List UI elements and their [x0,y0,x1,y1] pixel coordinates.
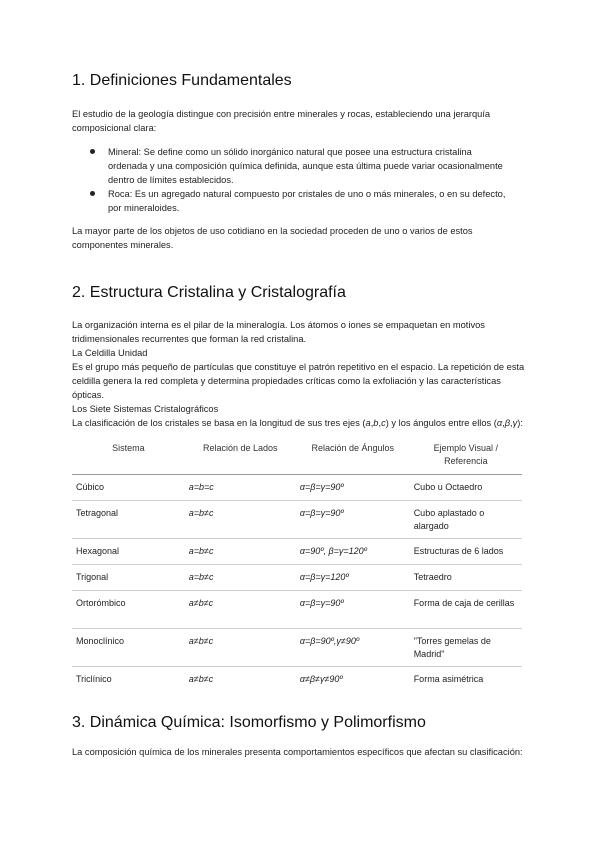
table-cell: Monoclínico [72,629,185,667]
table-cell: α=β=γ=120º [296,565,410,591]
table-header-cell: Sistema [112,443,145,453]
table-cell: Tetragonal [72,501,185,539]
table-cell: a=b≠c [185,501,296,539]
table-cell: "Torres gemelas de Madrid" [410,629,522,667]
crystal-systems-table [72,440,522,693]
table-cell: a≠b≠c [185,591,296,629]
table-row [72,591,522,629]
table-row [72,667,522,693]
table-row [72,501,522,539]
table-cell: α=90º, β=γ=120º [296,539,410,565]
table-cell: Hexagonal [72,539,185,565]
table-cell: Triclínico [72,667,185,693]
table-cell: Tetraedro [410,565,522,591]
subheading-sistemas: Los Siete Sistemas Cristalográficos [72,404,219,414]
table-cell: a=b=c [185,475,296,501]
table-cell: Cúbico [72,475,185,501]
table-cell: Forma asimétrica [410,667,522,693]
paragraph-closing-definiciones: La mayor parte de los objetos de uso cotidiano en la sociedad proceden de uno o varios de estos componentes minerales. [72,226,473,250]
paragraph-intro-dinamica: La composición química de los minerales presenta comportamientos específicos que afectan su clasificación: [72,747,523,757]
subheading-celdilla: La Celdilla Unidad [72,348,148,358]
table-cell: a≠b≠c [185,667,296,693]
table-cell: Cubo aplastado o alargado [410,501,522,539]
table-header-cell: Ejemplo Visual / Referencia [433,443,499,466]
section-title-definiciones: 1. Definiciones Fundamentales [72,72,292,89]
table-row [72,565,522,591]
table-cell: α=β=γ=90º [296,501,410,539]
section-title-estructura: 2. Estructura Cristalina y Cristalografía [72,284,346,301]
paragraph-sistemas: La clasificación de los cristales se basa en la longitud de sus tres ejes (a,b,c) y los ángulos entre ellos (α,β,γ): [72,418,523,428]
table-cell: Trigonal [72,565,185,591]
table-header-cell: Relación de Ángulos [311,443,395,453]
table-cell: Ortorómbico [72,591,185,629]
definitions-list [90,145,510,215]
paragraph-intro-estructura: La organización interna es el pilar de la mineralogía. Los átomos o iones se empaquetan en motivos tridimensionales recurrentes que forman la red cristalina. [72,320,485,344]
table-cell: α=β=90º,γ≠90º [296,629,410,667]
paragraph-intro-definiciones: El estudio de la geología distingue con precisión entre minerales y rocas, estableciendo una jerarquía composicional clara: [72,109,491,133]
table-row [72,539,522,565]
estructura-text-block [72,318,528,430]
table-cell: α=β=γ=90º [296,591,410,629]
section-title-dinamica: 3. Dinámica Química: Isomorfismo y Polimorfismo [72,714,426,731]
table-cell: a=b≠c [185,565,296,591]
list-item-mineral: Mineral: Se define como un sólido inorgánico natural que posee una estructura cristalina ordenada y una composición química definida, aunque esta última puede variar ocasionalmente dentro de límites establecidos. [90,145,510,187]
table-cell: Estructuras de 6 lados [410,539,522,565]
table-cell: α=β=γ=90º [296,475,410,501]
table-row [72,629,522,667]
list-item-roca: Roca: Es un agregado natural compuesto por cristales de uno o más minerales, o en su defecto, por mineraloides. [90,187,510,215]
table-cell: Cubo u Octaedro [410,475,522,501]
paragraph-celdilla: Es el grupo más pequeño de partículas que constituye el patrón repetitivo en el espacio. La repetición de esta celdilla genera la red completa y determina propiedades críticas como la exfoliación y las características ópticas. [72,362,525,400]
table-cell: α≠β≠γ≠90º [296,667,410,693]
table-header-cell: Relación de Lados [203,443,278,453]
table-cell: a=b≠c [185,539,296,565]
table-row [72,475,522,501]
table-cell: a≠b≠c [185,629,296,667]
table-header-row [72,440,522,475]
table-cell: Forma de caja de cerillas [410,591,522,629]
